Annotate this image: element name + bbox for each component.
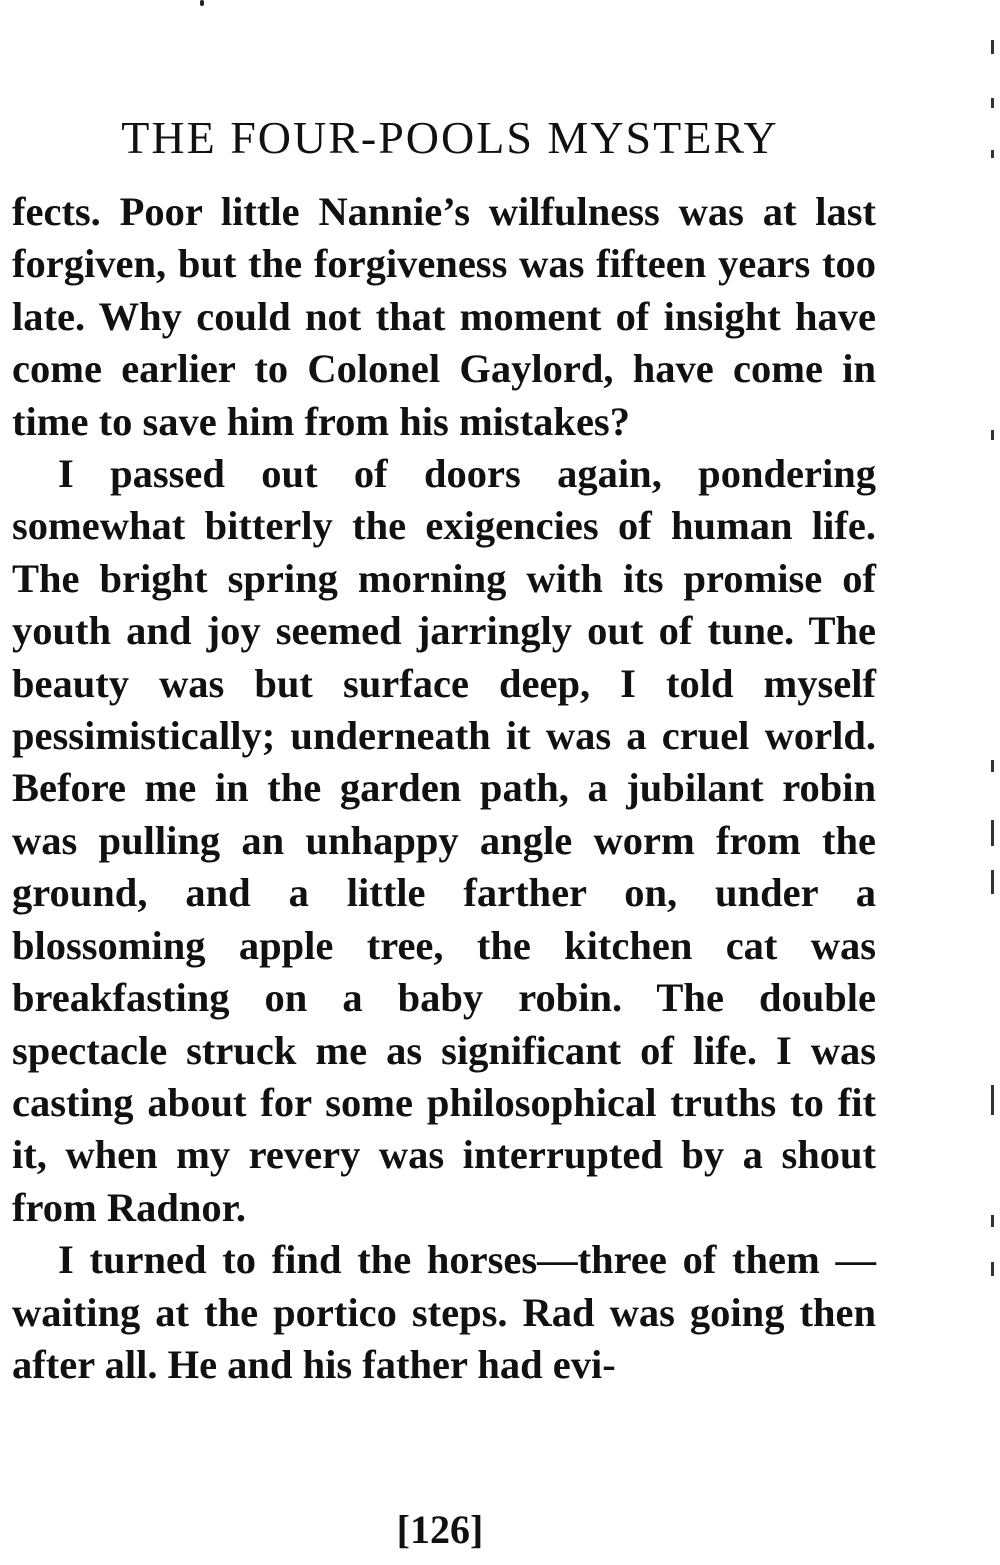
page-number: [126] [396,1507,484,1552]
speck-mark [200,0,204,6]
paragraph-1: fects. Poor little Nannie’s wilfulness was at last forgiven, but the forgiveness was fifteen years too late. Why could not that moment of insight have come earlier to Colonel Gaylord, have come in time to save him from his mistakes? [12,189,876,444]
edge-mark [991,1262,994,1276]
edge-mark [991,40,994,54]
running-head: THE FOUR-POOLS MYSTERY [121,112,779,163]
edge-mark [991,870,994,894]
edge-mark [991,1085,994,1115]
edge-mark [991,150,994,158]
body-text [12,186,876,1391]
edge-mark [991,1215,994,1227]
paragraph-3: I turned to find the horses—three of them —waiting at the portico steps. Rad was going then after all. He and his father had evi- [12,1237,876,1387]
edge-mark [991,820,994,846]
edge-mark [991,430,994,440]
edge-mark [991,98,994,108]
paragraph-2: I passed out of doors again, pondering somewhat bitterly the exigencies of human life. The bright spring morning with its promise of youth and joy seemed jarringly out of tune. The beauty was but surface deep, I told myself pessimistically; underneath it was a cruel world. Before me in the garden path, a jubilant robin was pulling an unhappy angle worm from the ground, and a little farther on, under a blossoming apple tree, the kitchen cat was breakfasting on a baby robin. The double spectacle struck me as significant of life. I was casting about for some philosophical truths to fit it, when my revery was interrupted by a shout from Radnor. [12,451,876,1230]
edge-mark [991,760,994,772]
